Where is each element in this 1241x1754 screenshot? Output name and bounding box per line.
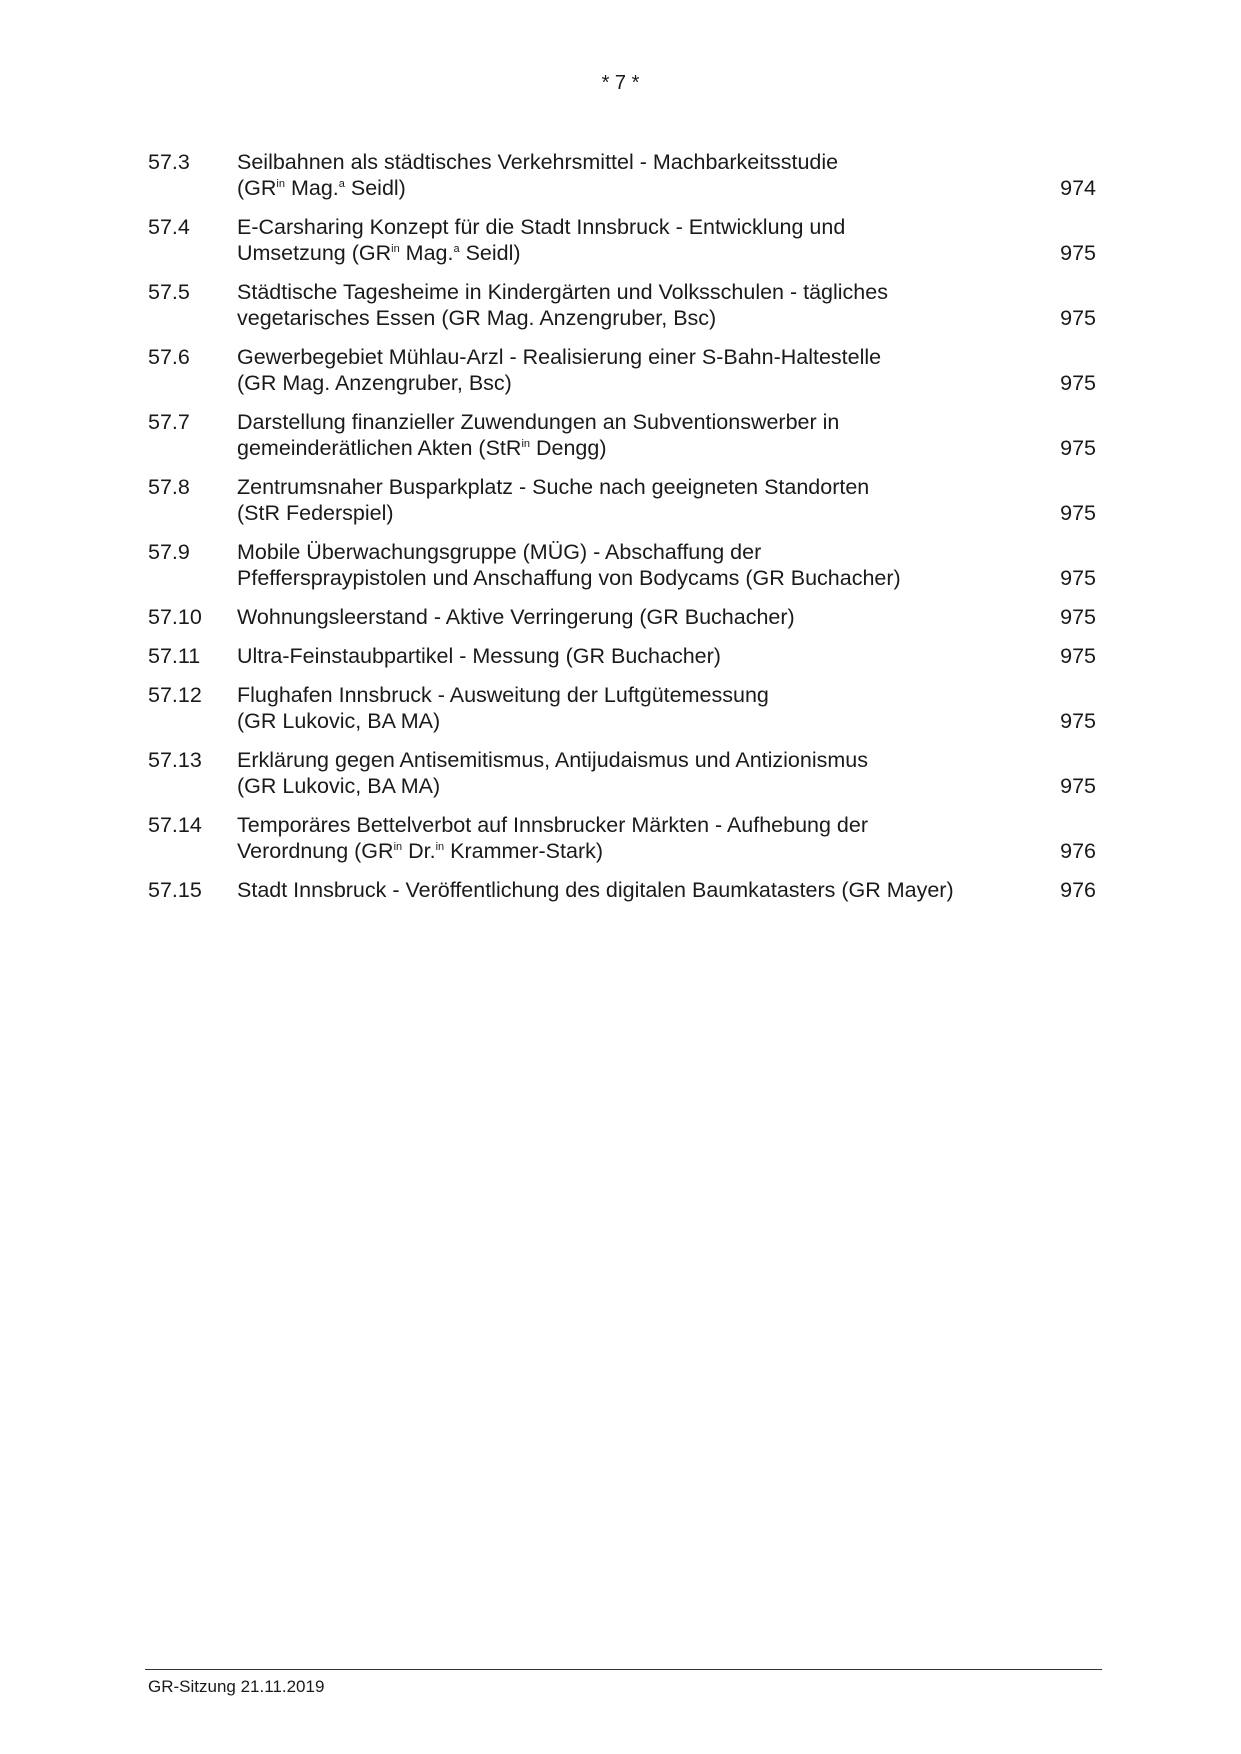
toc-entry-title — [237, 149, 1036, 201]
toc-entry-number: 57.15 — [148, 878, 202, 902]
title-text: Zentrumsnaher Busparkplatz - Suche nach geeigneten Standorten — [237, 475, 870, 499]
title-text: Dengg) — [530, 436, 607, 460]
toc-entry-number: 57.3 — [148, 150, 190, 174]
toc-entry-title-line — [237, 838, 1036, 864]
toc-entry-number: 57.13 — [148, 748, 202, 772]
toc-entry-page: 975 — [1060, 241, 1096, 265]
title-text: Mag. — [399, 241, 454, 265]
toc-entry-page: 975 — [1060, 709, 1096, 733]
title-text: Seidl) — [344, 176, 406, 200]
toc-entry-title — [237, 279, 1036, 331]
toc-entry-title-line — [237, 500, 1036, 526]
title-text: Seidl) — [459, 241, 521, 265]
toc-entry-title-line — [237, 435, 1036, 461]
toc-entry-title — [237, 539, 1036, 591]
title-text: (GR Mag. Anzengruber, Bsc) — [237, 371, 512, 395]
toc-entry — [148, 214, 1096, 266]
toc-entry-page: 974 — [1060, 176, 1096, 200]
toc-entry-number: 57.8 — [148, 475, 190, 499]
title-text: Umsetzung (GR — [237, 241, 392, 265]
toc-entry — [148, 149, 1096, 201]
toc-entry — [148, 539, 1096, 591]
toc-entry-title — [237, 877, 1036, 903]
title-text: (GR Lukovic, BA MA) — [237, 709, 441, 733]
table-of-contents — [148, 149, 1096, 916]
toc-entry-number: 57.14 — [148, 813, 202, 837]
toc-entry — [148, 643, 1096, 669]
toc-entry-title-line — [237, 877, 1036, 903]
toc-entry-page: 975 — [1060, 501, 1096, 525]
toc-entry-title-line — [237, 747, 1036, 773]
page-number: * 7 * — [601, 72, 640, 94]
toc-entry-title-line — [237, 539, 1036, 565]
toc-entry-page: 975 — [1060, 371, 1096, 395]
toc-entry — [148, 344, 1096, 396]
toc-entry-title — [237, 214, 1036, 266]
title-text: (StR Federspiel) — [237, 501, 394, 525]
title-text: Städtische Tagesheime in Kindergärten und Volksschulen - tägliches — [237, 280, 888, 304]
toc-entry-number: 57.7 — [148, 410, 190, 434]
toc-entry-title — [237, 409, 1036, 461]
toc-entry-number: 57.4 — [148, 215, 190, 239]
toc-entry-title-line — [237, 565, 1036, 591]
toc-entry-title-line — [237, 344, 1036, 370]
toc-entry-title-line — [237, 279, 1036, 305]
title-text: Wohnungsleerstand - Aktive Verringerung (GR Buchacher) — [237, 605, 795, 629]
toc-entry-title — [237, 812, 1036, 864]
title-text: Gewerbegebiet Mühlau-Arzl - Realisierung einer S-Bahn-Haltestelle — [237, 345, 882, 369]
title-text: Seilbahnen als städtisches Verkehrsmittel - Machbarkeitsstudie — [237, 150, 839, 174]
toc-entry — [148, 812, 1096, 864]
footer-divider — [145, 1669, 1102, 1670]
title-text: Verordnung (GR — [237, 839, 394, 863]
title-text: Krammer-Stark) — [444, 839, 604, 863]
toc-entry-title-line — [237, 643, 1036, 669]
title-text: Dr. — [402, 839, 436, 863]
title-text: vegetarisches Essen (GR Mag. Anzengruber, Bsc) — [237, 306, 717, 330]
title-text: Erklärung gegen Antisemitismus, Antijudaismus und Antizionismus — [237, 748, 868, 772]
toc-entry-title-line — [237, 708, 1036, 734]
toc-entry-page: 975 — [1060, 306, 1096, 330]
title-text: (GR Lukovic, BA MA) — [237, 774, 441, 798]
superscript-text: in — [435, 841, 445, 853]
toc-entry — [148, 409, 1096, 461]
toc-entry-title-line — [237, 812, 1036, 838]
title-text: Mobile Überwachungsgruppe (MÜG) - Abschaffung der — [237, 540, 762, 564]
title-text: Temporäres Bettelverbot auf Innsbrucker Märkten - Aufhebung der — [237, 813, 869, 837]
toc-entry-page: 976 — [1060, 839, 1096, 863]
toc-entry-page: 975 — [1060, 644, 1096, 668]
toc-entry-number: 57.9 — [148, 540, 190, 564]
toc-entry-title-line — [237, 370, 1036, 396]
toc-entry-number: 57.10 — [148, 605, 202, 629]
toc-entry — [148, 747, 1096, 799]
toc-entry-title-line — [237, 474, 1036, 500]
superscript-text: in — [391, 243, 400, 255]
toc-entry-title-line — [237, 604, 1036, 630]
toc-entry-title-line — [237, 149, 1036, 175]
toc-entry-title-line — [237, 682, 1036, 708]
toc-entry-number: 57.6 — [148, 345, 190, 369]
toc-entry — [148, 877, 1096, 903]
toc-entry-title-line — [237, 409, 1036, 435]
toc-entry-title — [237, 682, 1036, 734]
toc-entry-title — [237, 344, 1036, 396]
title-text: Stadt Innsbruck - Veröffentlichung des digitalen Baumkatasters (GR Mayer) — [237, 878, 954, 902]
title-text: Mag. — [284, 176, 339, 200]
toc-entry-page: 975 — [1060, 566, 1096, 590]
toc-entry-page: 975 — [1060, 436, 1096, 460]
superscript-text: in — [276, 178, 285, 190]
toc-entry-page: 976 — [1060, 878, 1096, 902]
title-text: (GR — [237, 176, 277, 200]
superscript-text: in — [521, 438, 530, 450]
title-text: Flughafen Innsbruck - Ausweitung der Luftgütemessung — [237, 683, 769, 707]
superscript-text: in — [393, 841, 403, 853]
title-text: gemeinderätlichen Akten (StR — [237, 436, 522, 460]
toc-entry — [148, 279, 1096, 331]
toc-entry — [148, 474, 1096, 526]
toc-entry-title-line — [237, 773, 1036, 799]
superscript-text: a — [453, 243, 460, 255]
toc-entry-number: 57.5 — [148, 280, 190, 304]
toc-entry-title — [237, 474, 1036, 526]
title-text: Pfefferspraypistolen und Anschaffung von Bodycams (GR Buchacher) — [237, 566, 901, 590]
title-text: E-Carsharing Konzept für die Stadt Innsbruck - Entwicklung und — [237, 215, 846, 239]
toc-entry-title-line — [237, 214, 1036, 240]
title-text: Darstellung finanzieller Zuwendungen an Subventionswerber in — [237, 410, 840, 434]
toc-entry-page: 975 — [1060, 605, 1096, 629]
superscript-text: a — [338, 178, 345, 190]
toc-entry-title — [237, 643, 1036, 669]
toc-entry-title — [237, 747, 1036, 799]
toc-entry — [148, 682, 1096, 734]
toc-entry — [148, 604, 1096, 630]
title-text: Ultra-Feinstaubpartikel - Messung (GR Buchacher) — [237, 644, 721, 668]
toc-entry-number: 57.12 — [148, 683, 202, 707]
footer-session-date: GR-Sitzung 21.11.2019 — [148, 1677, 325, 1696]
toc-entry-title — [237, 604, 1036, 630]
toc-entry-title-line — [237, 240, 1036, 266]
toc-entry-page: 975 — [1060, 774, 1096, 798]
toc-entry-title-line — [237, 175, 1036, 201]
toc-entry-title-line — [237, 305, 1036, 331]
toc-entry-number: 57.11 — [148, 644, 201, 668]
